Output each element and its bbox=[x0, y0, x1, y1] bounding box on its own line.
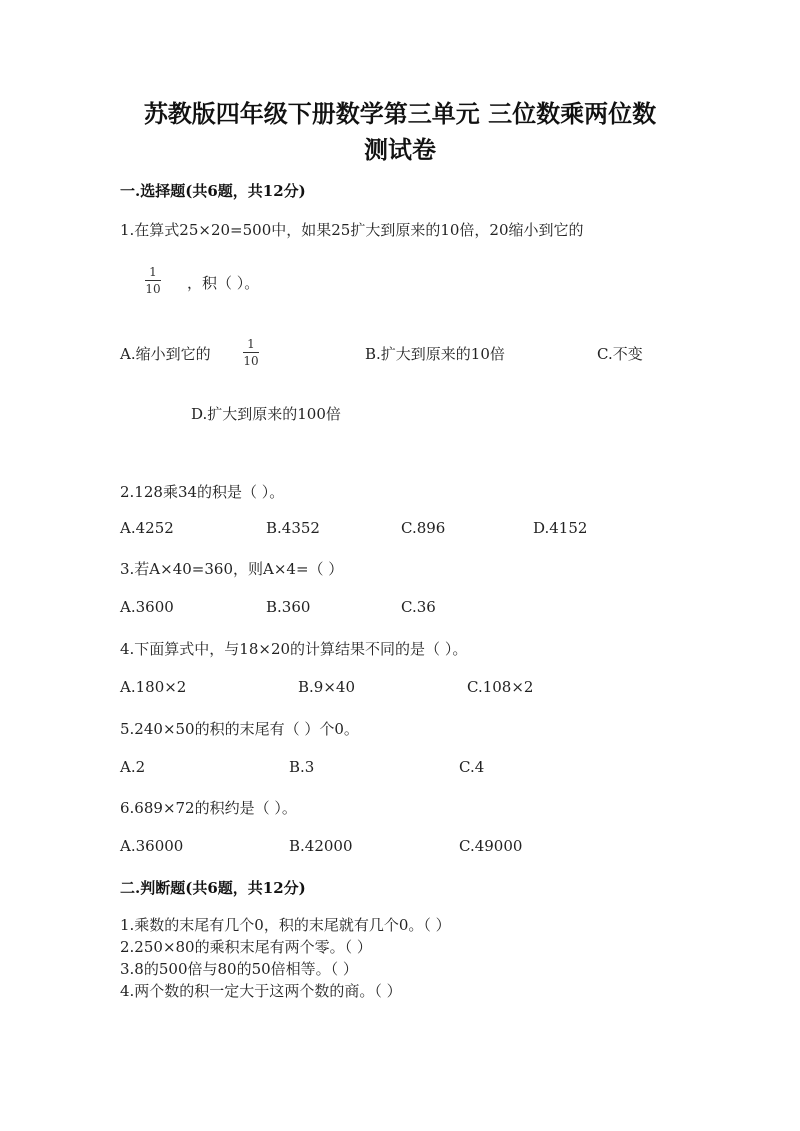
option-a: A.3600 bbox=[120, 598, 174, 616]
option-b: B.9×40 bbox=[298, 678, 355, 696]
option-a: A.2 bbox=[120, 758, 146, 776]
question-stem: 3.若A×40=360，则A×4=（ ） bbox=[120, 560, 344, 578]
question-stem-tail: ，积（ ）。 bbox=[187, 274, 260, 292]
option-c: C.36 bbox=[401, 598, 436, 616]
option-a: A.36000 bbox=[120, 837, 184, 855]
question-stem: 1.在算式25×20=500中，如果25扩大到原来的10倍，20缩小到它的 bbox=[120, 221, 584, 239]
option-c: C.108×2 bbox=[467, 678, 534, 696]
option-c: C.896 bbox=[401, 519, 446, 537]
question-stem: 4.下面算式中，与18×20的计算结果不同的是（ ）。 bbox=[120, 640, 468, 658]
question-stem: 6.689×72的积约是（ ）。 bbox=[120, 799, 297, 817]
option-c: C.4 bbox=[459, 758, 485, 776]
list-item: 4.两个数的积一定大于这两个数的商。（ ） bbox=[120, 982, 402, 1000]
judgment-list bbox=[120, 914, 451, 1002]
option-a: A.4252 bbox=[120, 519, 174, 537]
section-heading-choice: 一.选择题(共6题，共12分) bbox=[120, 182, 306, 200]
list-item: 2.250×80的乘积末尾有两个零。（ ） bbox=[120, 938, 372, 956]
page-title: 苏教版四年级下册数学第三单元 三位数乘两位数 bbox=[143, 99, 657, 128]
question-stem: 5.240×50的积的末尾有（ ）个0。 bbox=[120, 720, 359, 738]
option-a: A.缩小到它的 bbox=[120, 345, 211, 363]
option-d: D.4152 bbox=[533, 519, 588, 537]
option-b: B.4352 bbox=[266, 519, 320, 537]
option-b: B.42000 bbox=[289, 837, 353, 855]
option-d: D.扩大到原来的100倍 bbox=[191, 405, 341, 423]
page-title-line2: 测试卷 bbox=[364, 135, 436, 164]
list-item: 3.8的500倍与80的50倍相等。（ ） bbox=[120, 960, 358, 978]
option-a: A.180×2 bbox=[120, 678, 187, 696]
list-item: 1.乘数的末尾有几个0，积的末尾就有几个0。（ ） bbox=[120, 916, 451, 934]
option-b: B.扩大到原来的10倍 bbox=[365, 345, 505, 363]
option-b: B.360 bbox=[266, 598, 311, 616]
section-heading-judgment: 二.判断题(共6题，共12分) bbox=[120, 879, 306, 897]
option-b: B.3 bbox=[289, 758, 315, 776]
question-stem: 2.128乘34的积是（ ）。 bbox=[120, 483, 285, 501]
fraction: 1 10 bbox=[145, 265, 161, 296]
option-c: C.49000 bbox=[459, 837, 523, 855]
option-c: C.不变 bbox=[597, 345, 643, 363]
fraction: 1 10 bbox=[243, 337, 259, 368]
